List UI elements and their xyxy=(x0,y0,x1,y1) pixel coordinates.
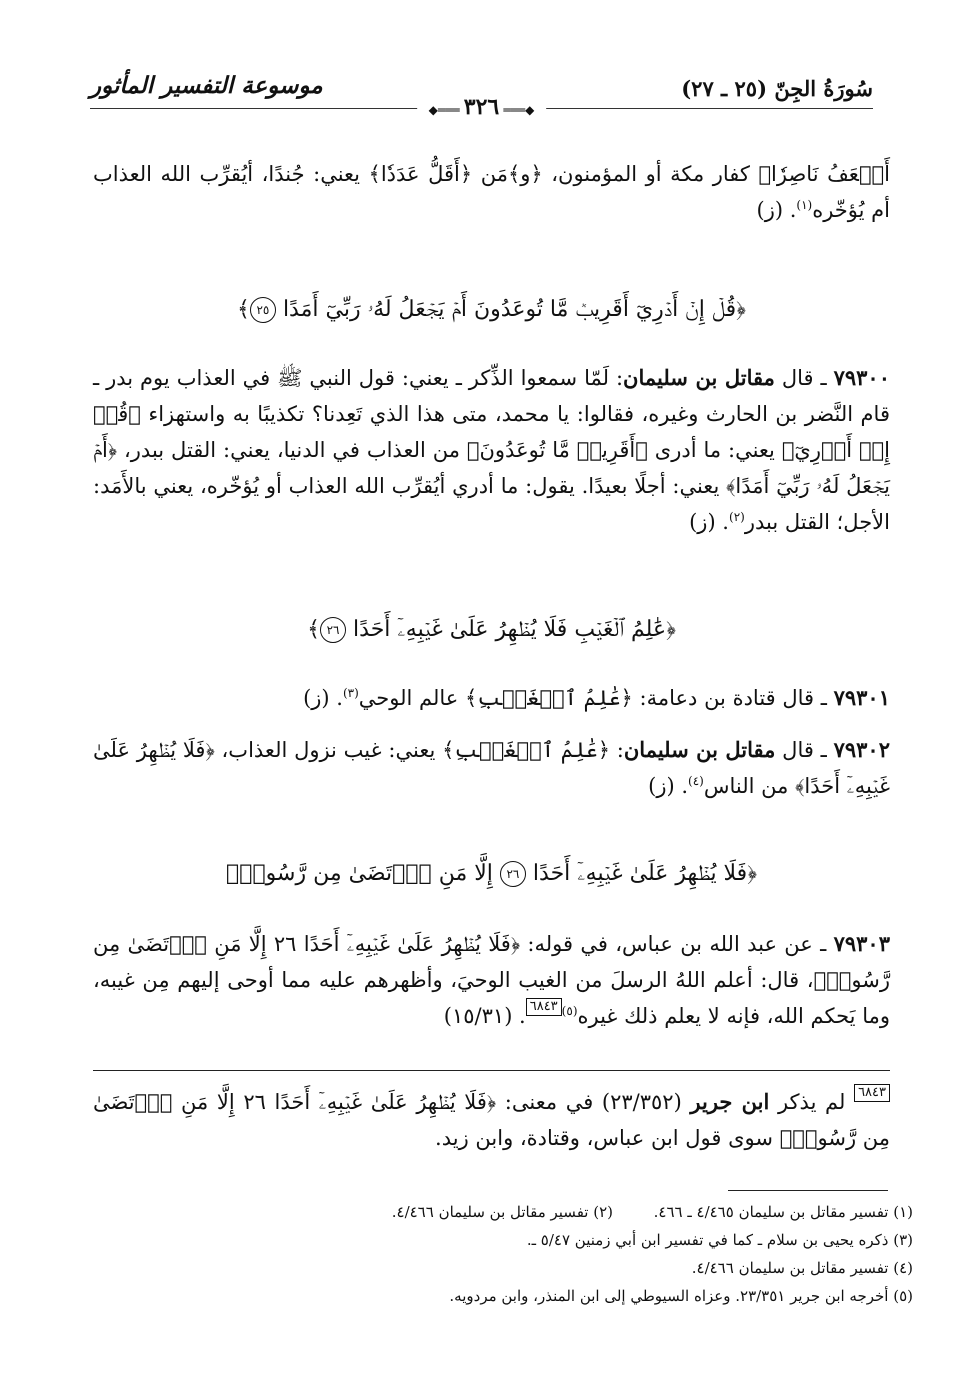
text-run: ـ عن عبد الله بن عباس، في قوله: xyxy=(520,932,834,956)
text-run: (٢٣/٣٥٢) في معنى: xyxy=(496,1090,691,1114)
page-number: ٣٢٦ xyxy=(463,94,500,120)
book-title: موسوعة التفسير المأثور xyxy=(90,72,323,99)
footnote-ref: (٤) xyxy=(688,774,704,788)
text-run: لم يذكر xyxy=(769,1090,855,1114)
text-run: عالم الوحي xyxy=(358,686,466,710)
ornament-icon: ═══◆ xyxy=(428,103,464,117)
verse-26 xyxy=(93,612,890,648)
text-run: . (ز) xyxy=(303,686,343,710)
text-run: كفار مكة أو المؤمنون، xyxy=(542,162,759,186)
text-run: . (ز) xyxy=(648,774,689,798)
verse-number-icon: ٢٦ xyxy=(320,617,346,643)
text-run: يعني: غيب نزول العذاب، xyxy=(214,738,443,762)
verse-close-bracket: ﴾ xyxy=(307,617,321,642)
footnote-ref: (٥) xyxy=(561,1004,578,1018)
narration-79302 xyxy=(93,732,890,804)
commentary-6843 xyxy=(93,1084,890,1156)
verse-26-text: ﴿فَلَا يُظۡهِرُ عَلَىٰ غَيۡبِهِۦٓ أَحَدًا xyxy=(532,861,757,886)
narration-number: ٧٩٣٠٠ xyxy=(833,365,890,390)
text-run: ، قال: أعلم اللهُ الرسلَ من الغيب الوحيَ، وأظهرهم عليه مما أوحى إليهم مِن غيبه، وما يَحكم الله، فإنه لا يعلم ذلك غيره xyxy=(93,968,890,1028)
verse-number-icon: ٢٥ xyxy=(250,297,276,323)
text-run: يعني: أجلًا بعيدًا. يقول: ما أدري أيُقرِّب الله العذاب أو يُؤخّره، يعني بالأَمَد: الأجل؛ القتل ببدر xyxy=(93,474,890,534)
narration-number: ٧٩٣٠٣ xyxy=(833,931,890,956)
verse-number-icon: ٢٦ xyxy=(500,861,526,887)
narration-number: ٧٩٣٠١ xyxy=(833,685,890,710)
narrator-name: مقاتل بن سليمان xyxy=(623,737,776,762)
quran-quote: ﴿أَقَلُّ عَدَدٗا﴾ xyxy=(368,162,473,186)
footnote-5: (٥) أخرجه ابن جرير ٢٣/٣٥١. وعزاه السيوطي إلى ابن المنذر، وابن مردويه. xyxy=(449,1287,913,1305)
text-run: يعني: جُندًا، أيُقرِّب الله العذاب أم يُؤخّره xyxy=(93,162,890,222)
footnotes xyxy=(93,1198,913,1310)
quran-quote: ﴿أَمۡ يَجۡعَلُ لَهُۥ رَبِّيٓ أَمَدًا﴾ xyxy=(93,438,890,498)
quran-quote: ﴿عَٰلِمُ ٱلۡغَيۡبِ﴾ xyxy=(442,738,611,762)
narration-79303 xyxy=(93,926,890,1034)
text-run: ـ قال xyxy=(775,738,834,762)
commentary-separator xyxy=(93,1070,890,1071)
narration-79300 xyxy=(93,360,890,540)
quran-quote: أَضۡعَفُ نَاصِرٗا﴾ xyxy=(758,162,890,186)
text-run: : xyxy=(610,738,624,762)
text-run: ـ قال xyxy=(774,366,834,390)
quran-quote: ﴿و﴾ xyxy=(507,162,543,186)
text-run: . (ز) xyxy=(689,510,729,534)
verse-25 xyxy=(93,292,890,328)
surah-title: سُورَةُ الجِنّ (٢٥ ـ ٢٧) xyxy=(681,76,873,101)
footnote-ref: (١) xyxy=(796,198,813,212)
text-run: من العذاب في الدنيا، يعني: القتل ببدر، xyxy=(117,438,467,462)
footnote-2: (٢) تفسير مقاتل بن سليمان ٤/٤٦٦. xyxy=(391,1203,613,1221)
text-run: . (١٥/٣١) xyxy=(443,1004,526,1028)
text-run: يعني: ما أدرى xyxy=(647,438,782,462)
verse-25-text: ﴿قُلۡ إِنۡ أَدۡرِيٓ أَقَرِيبٞ مَّا تُوعَدُونَ أَمۡ يَجۡعَلُ لَهُۥ رَبِّيٓ أَمَدًا xyxy=(282,297,746,322)
footnote-3: (٣) ذكره يحيى بن سلام ـ كما في تفسير ابن أبي زمنين ٥/٤٧ ـ. xyxy=(526,1231,913,1249)
narration-79301 xyxy=(93,680,890,716)
footnote-ref: (٣) xyxy=(342,686,359,700)
footnote-row xyxy=(93,1226,913,1254)
footnote-ref: (٢) xyxy=(729,510,745,524)
verse-close-bracket: ﴾ xyxy=(237,297,250,322)
narrator-name: مقاتل بن سليمان xyxy=(623,365,775,390)
footnote-1: (١) تفسير مقاتل بن سليمان ٤/٤٦٥ ـ ٤٦٦. xyxy=(653,1203,913,1221)
footnote-separator xyxy=(728,1190,888,1191)
footnote-4: (٤) تفسير مقاتل بن سليمان ٤/٤٦٦. xyxy=(691,1259,913,1277)
commentary-ref: ٦٨٤٣ xyxy=(854,1084,890,1102)
footnote-row xyxy=(93,1198,913,1226)
verse-close-bracket: ﴾ xyxy=(226,861,240,886)
narrator-name: ابن جرير xyxy=(690,1089,770,1114)
text-run: ـ قال قتادة بن دعامة: xyxy=(632,686,834,710)
text-run: من الناس xyxy=(703,774,796,798)
page-number-box xyxy=(417,94,547,120)
quran-quote: ﴿قُلۡ إِنۡ أَدۡرِيٓ﴾ xyxy=(93,402,890,462)
ornament-icon: ◆═══ xyxy=(499,103,535,117)
commentary-ref: ٦٨٤٣ xyxy=(526,998,562,1016)
verse-27-text: إِلَّا مَنِ ٱرۡتَضَىٰ مِن رَّسُولٖ xyxy=(239,861,493,886)
quran-quote: ﴿فَلَا يُظۡهِرُ عَلَىٰ غَيۡبِهِۦٓ أَحَدًا ٢٦ إِلَّا مَنِ ٱرۡتَضَىٰ مِن رَّسُولٖ﴾ xyxy=(93,1090,890,1150)
text-run: . (ز) xyxy=(756,198,797,222)
quran-quote: ﴿عَٰلِمُ ٱلۡغَيۡبِ﴾ xyxy=(465,686,633,710)
verse-26-text: ﴿عَٰلِمُ ٱلۡغَيۡبِ فَلَا يُظۡهِرُ عَلَىٰ غَيۡبِهِۦٓ أَحَدًا xyxy=(353,617,676,642)
quran-quote: ﴿فَلَا يُظۡهِرُ عَلَىٰ غَيۡبِهِۦٓ أَحَدًا﴾ xyxy=(93,738,890,798)
footnote-row xyxy=(93,1282,913,1310)
running-header xyxy=(90,70,873,120)
footnote-row xyxy=(93,1254,913,1282)
verse-26-27 xyxy=(93,856,890,892)
text-run: مَن xyxy=(472,162,508,186)
text-run: : لَمّا سمعوا الذِّكر ـ يعني: قول النبي ﷺ في العذاب يوم بدر ـ قام النَّضر بن الحارث وغيره، فقالوا: يا محمد، متى هذا الذي تَعِدنا؟ تكذيبًا به واستهزاء xyxy=(93,366,890,426)
narration-number: ٧٩٣٠٢ xyxy=(833,737,890,762)
quran-quote: ﴿أَقَرِيبٞ مَّا تُوعَدُونَ﴾ xyxy=(466,438,648,462)
text-run: سوى قول ابن عباس، وقتادة، وابن زيد. xyxy=(435,1126,780,1150)
paragraph-continuation xyxy=(93,156,890,228)
quran-quote: ﴿فَلَا يُظۡهِرُ عَلَىٰ غَيۡبِهِۦٓ أَحَدًا ٢٦ إِلَّا مَنِ ٱرۡتَضَىٰ مِن رَّسُولٖ﴾ xyxy=(93,932,890,992)
